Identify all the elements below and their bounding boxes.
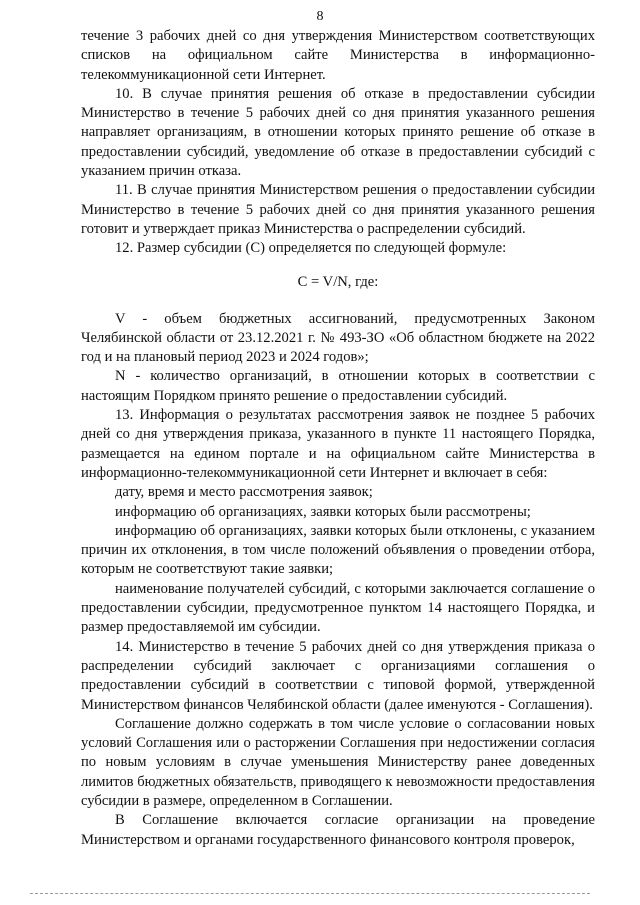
list-item-rejected: информацию об организациях, заявки которых были отклонены, с указанием причин их отклонения, в том числе положений объявления о проведении отбора, которым не соответствуют такие заявки; bbox=[81, 522, 595, 578]
paragraph-item-10: 10. В случае принятия решения об отказе в предоставлении субсидии Министерство в течение 5 рабочих дней со дня принятия указанного решения направляет организациям, в отношении которых принято решение об отказе в предоставлении субсидий, уведомление об отказе в предоставлении субсидий с указанием причин отказа. bbox=[81, 85, 595, 180]
formula-definition-n: N - количество организаций, в отношении которых в соответствии с настоящим Порядком принято решение о предоставлении субсидий. bbox=[81, 368, 595, 404]
document-body bbox=[81, 27, 595, 850]
subsidy-formula: C = V/N, где: bbox=[297, 273, 379, 290]
paragraph-item-14: 14. Министерство в течение 5 рабочих дней со дня утверждения приказа о распределении субсидий заключает с организациями соглашения о предоставлении субсидий в соответствии с типовой формой, утвержденной Министерством финансов Челябинской области (далее именуются - Соглашения). bbox=[81, 638, 595, 713]
footer-divider bbox=[30, 893, 590, 894]
page-number: 8 bbox=[316, 9, 324, 24]
list-item-recipients: наименование получателей субсидий, с которыми заключается соглашение о предоставлении субсидии, предусмотренное пунктом 14 настоящего Порядка, и размер предоставляемой им субсидии. bbox=[81, 580, 595, 636]
paragraph-agreement-terms: Соглашение должно содержать в том числе условие о согласовании новых условий Соглашения или о расторжении Соглашения при недостижении согласия по новым условиям в случае уменьшения Министерству ранее доведенных лимитов бюджетных обязательств, приводящего к невозможности предоставления субсидии в размере, определенном в Соглашении. bbox=[81, 715, 595, 809]
paragraph-item-12: 12. Размер субсидии (С) определяется по следующей формуле: bbox=[115, 240, 507, 257]
paragraph-item-11: 11. В случае принятия Министерством решения о предоставлении субсидии Министерство в течение 5 рабочих дней со дня принятия указанного решения готовит и утверждает приказ Министерства о распределении субсидий. bbox=[81, 182, 595, 237]
paragraph-item-13: 13. Информация о результатах рассмотрения заявок не позднее 5 рабочих дней со дня утверждения приказа, указанного в пункте 11 настоящего Порядка, размещается на едином портале и на официальном сайте Министерства в информационно-телекоммуникационной сети Интернет и включает в себя: bbox=[81, 407, 595, 481]
list-item-date: дату, время и место рассмотрения заявок; bbox=[115, 484, 373, 501]
paragraph-agreement-consent: В Соглашение включается согласие организации на проведение Министерством и органами государственного финансового контроля проверок, bbox=[81, 812, 595, 848]
list-item-reviewed: информацию об организациях, заявки которых были рассмотрены; bbox=[115, 503, 531, 520]
paragraph-continuation: течение 3 рабочих дней со дня утверждения Министерством соответствующих списков на официальном сайте Министерства в информационно-телекоммуникационной сети Интернет. bbox=[81, 28, 595, 83]
formula-definition-v: V - объем бюджетных ассигнований, предусмотренных Законом Челябинской области от 23.12.2021 г. № 493-ЗО «Об областном бюджете на 2022 год и на плановый период 2023 и 2024 годов»; bbox=[81, 310, 595, 366]
